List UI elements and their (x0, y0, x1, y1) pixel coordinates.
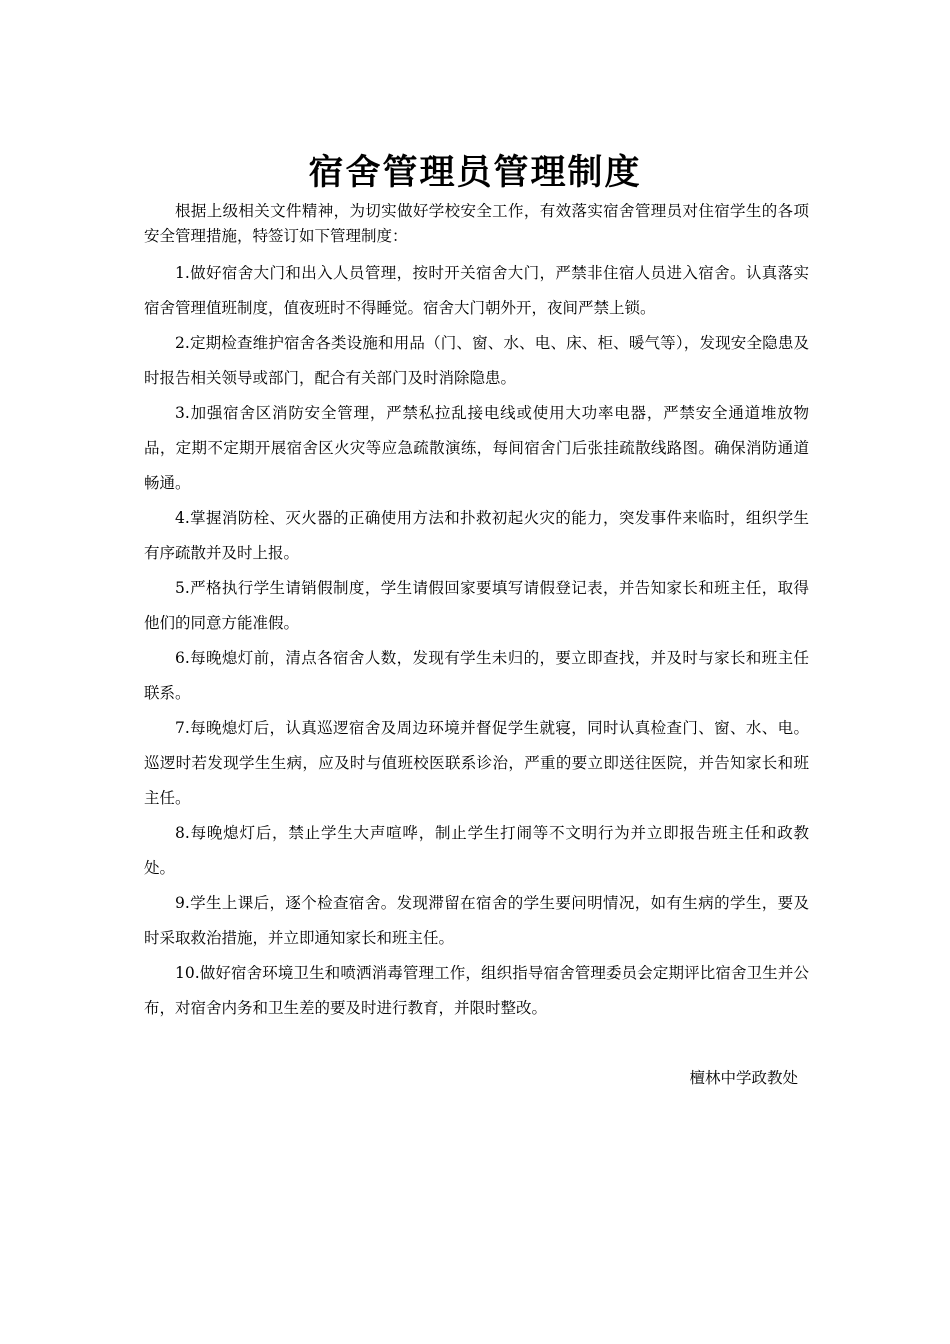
rule-item-6: 6.每晚熄灯前，清点各宿舍人数，发现有学生未归的，要立即查找，并及时与家长和班主任联系。 (144, 649, 809, 702)
rules-list (144, 256, 809, 1026)
signature: 檀林中学政教处 (689, 1069, 798, 1087)
rule-item-8: 8.每晚熄灯后，禁止学生大声喧哗，制止学生打闹等不文明行为并立即报告班主任和政教处。 (144, 824, 809, 877)
rule-item-1: 1.做好宿舍大门和出入人员管理，按时开关宿舍大门，严禁非住宿人员进入宿舍。认真落实宿舍管理值班制度，值夜班时不得睡觉。宿舍大门朝外开，夜间严禁上锁。 (144, 264, 809, 317)
rule-item-9: 9.学生上课后，逐个检查宿舍。发现滞留在宿舍的学生要问明情况，如有生病的学生，要及时采取救治措施，并立即通知家长和班主任。 (144, 894, 809, 947)
rule-item-4: 4.掌握消防栓、灭火器的正确使用方法和扑救初起火灾的能力，突发事件来临时，组织学生有序疏散并及时上报。 (144, 509, 809, 562)
rule-item-2: 2.定期检查维护宿舍各类设施和用品（门、窗、水、电、床、柜、暖气等），发现安全隐患及时报告相关领导或部门，配合有关部门及时消除隐患。 (144, 334, 809, 387)
rule-item-5: 5.严格执行学生请销假制度，学生请假回家要填写请假登记表，并告知家长和班主任，取得他们的同意方能准假。 (144, 579, 809, 632)
document-title: 宿舍管理员管理制度 (308, 152, 642, 193)
intro-paragraph: 根据上级相关文件精神，为切实做好学校安全工作，有效落实宿舍管理员对住宿学生的各项安全管理措施，特签订如下管理制度： (144, 202, 809, 245)
rule-item-10: 10.做好宿舍环境卫生和喷洒消毒管理工作，组织指导宿舍管理委员会定期评比宿舍卫生并公布，对宿舍内务和卫生差的要及时进行教育，并限时整改。 (144, 964, 809, 1017)
rule-item-7: 7.每晚熄灯后，认真巡逻宿舍及周边环境并督促学生就寝，同时认真检查门、窗、水、电。巡逻时若发现学生生病，应及时与值班校医联系诊治，严重的要立即送往医院，并告知家长和班主任。 (144, 719, 809, 807)
rule-item-3: 3.加强宿舍区消防安全管理，严禁私拉乱接电线或使用大功率电器，严禁安全通道堆放物品，定期不定期开展宿舍区火灾等应急疏散演练，每间宿舍门后张挂疏散线路图。确保消防通道畅通。 (144, 404, 809, 492)
